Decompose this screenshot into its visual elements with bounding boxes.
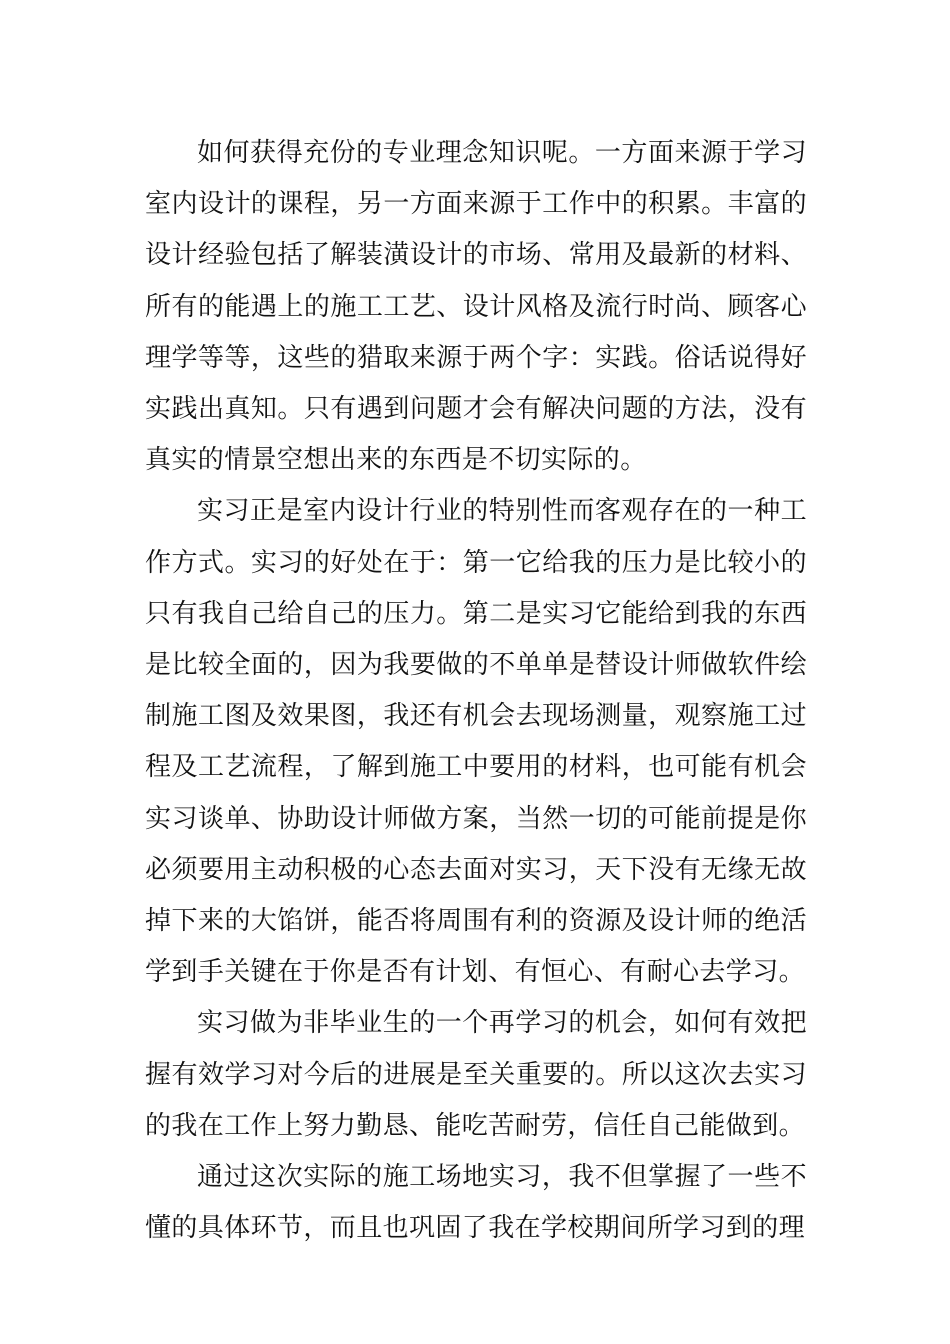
- paragraph-1: 如何获得充份的专业理念知识呢。一方面来源于学习室内设计的课程，另一方面来源于工作中的积累。丰富的设计经验包括了解装潢设计的市场、常用及最新的材料、所有的能遇上的施工工艺、设计风格及流行时尚、顾客心理学等等，这些的猎取来源于两个字：实践。俗话说得好实践出真知。只有遇到问题才会有解决问题的方法，没有真实的情景空想出来的东西是不切实际的。: [145, 138, 807, 476]
- document-page: [145, 128, 807, 1254]
- paragraph-2: 实习正是室内设计行业的特别性而客观存在的一种工作方式。实习的好处在于：第一它给我的压力是比较小的只有我自己给自己的压力。第二是实习它能给到我的东西是比较全面的，因为我要做的不单单是替设计师做软件绘制施工图及效果图，我还有机会去现场测量，观察施工过程及工艺流程，了解到施工中要用的材料，也可能有机会实习谈单、协助设计师做方案，当然一切的可能前提是你必须要用主动积极的心态去面对实习，天下没有无缘无故掉下来的大馅饼，能否将周围有利的资源及设计师的绝活学到手关键在于你是否有计划、有恒心、有耐心去学习。: [145, 496, 807, 988]
- paragraph-3: 实习做为非毕业生的一个再学习的机会，如何有效把握有效学习对今后的进展是至关重要的。所以这次去实习的我在工作上努力勤恳、能吃苦耐劳，信任自己能做到。: [145, 1008, 807, 1141]
- paragraph-4: 通过这次实际的施工场地实习，我不但掌握了一些不懂的具体环节，而且也巩固了我在学校期间所学习到的理: [145, 1162, 807, 1244]
